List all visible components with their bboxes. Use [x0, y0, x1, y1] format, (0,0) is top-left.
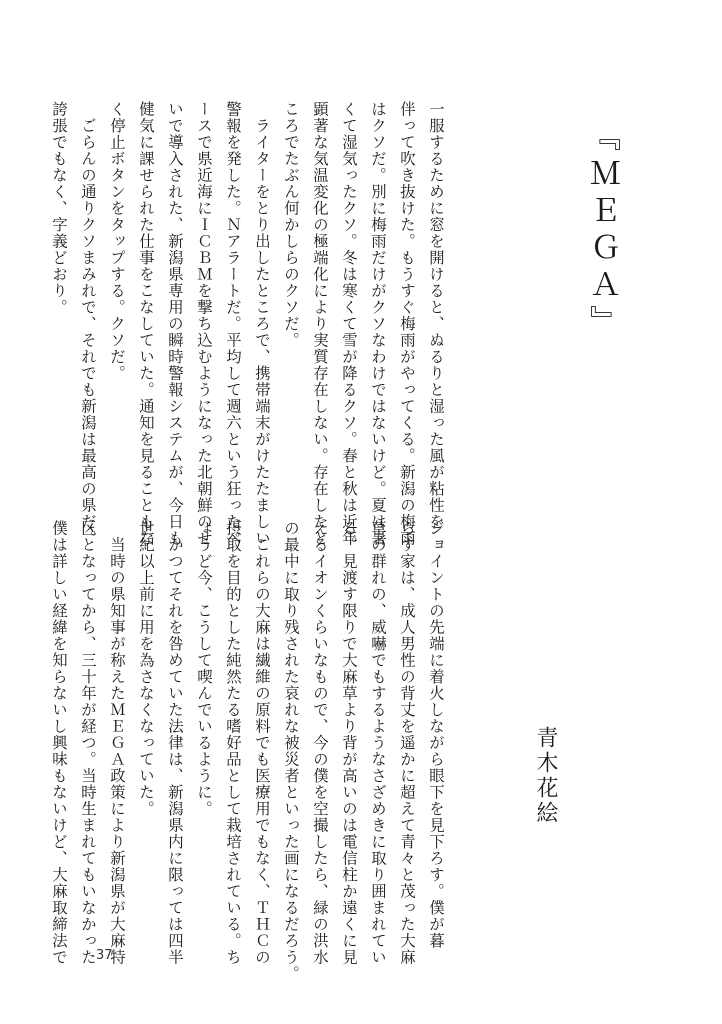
- text-line: 一服するために窓を開けると、ぬるりと湿った風が粘性を: [427, 101, 445, 530]
- text-line: ころでたぶん何かしらのクソだ。: [282, 101, 300, 349]
- upper-text-block: [50, 101, 450, 547]
- text-line: 草の群れの、威嚇でもするようなさざめきに取り囲まれてい: [369, 520, 387, 966]
- text-line: かつてそれを咎めていた法律は、新潟県内に限っては四半: [166, 520, 184, 966]
- text-line: ライターをとり出したところで、携帯端末がけたたましい: [253, 101, 271, 547]
- page-number: 37: [96, 948, 113, 963]
- text-line: 誇張でもなく、字義どおり。: [50, 101, 68, 316]
- text-line: これらの大麻は繊維の原料でも医療用でもなく、ＴＨＣの: [253, 520, 271, 966]
- text-line: ースで県近海にＩＣＢＭを撃ち込むようになった北朝鮮のせ: [195, 101, 213, 547]
- text-line: 伴って吹き抜けた。もうすぐ梅雨がやってくる。新潟の梅雨: [398, 101, 416, 547]
- text-line: 世紀以上前に用を為さなくなっていた。: [137, 520, 155, 817]
- text-line: 摂取を目的とした純然たる嗜好品として栽培されている。ち: [224, 520, 242, 966]
- author-name: 青木花絵: [533, 726, 558, 826]
- text-line: る。見渡す限りで大麻草より背が高いのは電信柱か遠くに見: [340, 520, 358, 966]
- text-line: はクソだ。別に梅雨だけがクソなわけではないけど。夏は暑: [369, 101, 387, 547]
- text-line: く停止ボタンをタップする。クソだ。: [108, 101, 126, 382]
- text-line: らす家は、成人男性の背丈を遥かに超えて青々と茂った大麻: [398, 520, 416, 966]
- story-title: 『ＭＥＧＡ』: [584, 120, 620, 342]
- text-line: くて湿気ったクソ。冬は寒くて雪が降るクソ。春と秋は近年: [340, 101, 358, 547]
- text-line: 顕著な気温変化の極端化により実質存在しない。存在したと: [311, 101, 329, 547]
- text-line: の最中に取り残された哀れな被災者といった画になるだろう。: [282, 520, 300, 982]
- text-line: 健気に課せられた仕事をこなしていた。通知を見ることもな: [137, 101, 155, 547]
- text-line: ジョイントの先端に着火しながら眼下を見下ろす。僕が暮: [427, 520, 445, 949]
- text-line: 警報を発した。Ｎアラートだ。平均して週六という狂ったペ: [224, 101, 242, 547]
- text-line: 当時の県知事が称えたＭＥＧＡ政策により新潟県が大麻特: [108, 520, 126, 966]
- text-line: ょうど今、こうして喫んでいるように。: [195, 520, 213, 817]
- text-line: 僕は詳しい経緯を知らないし興味もないけど、大麻取締法で: [50, 520, 68, 966]
- text-line: いで導入された、新潟県専用の瞬時警報システムが、今日も: [166, 101, 184, 547]
- text-line: 区となってから、三十年が経つ。当時生まれてもいなかった: [79, 520, 97, 966]
- text-line: ごらんの通りクソまみれで、それでも新潟は最高の県だ。: [79, 101, 97, 547]
- text-line: えるイオンくらいなもので、今の僕を空撮したら、緑の洪水: [311, 520, 329, 966]
